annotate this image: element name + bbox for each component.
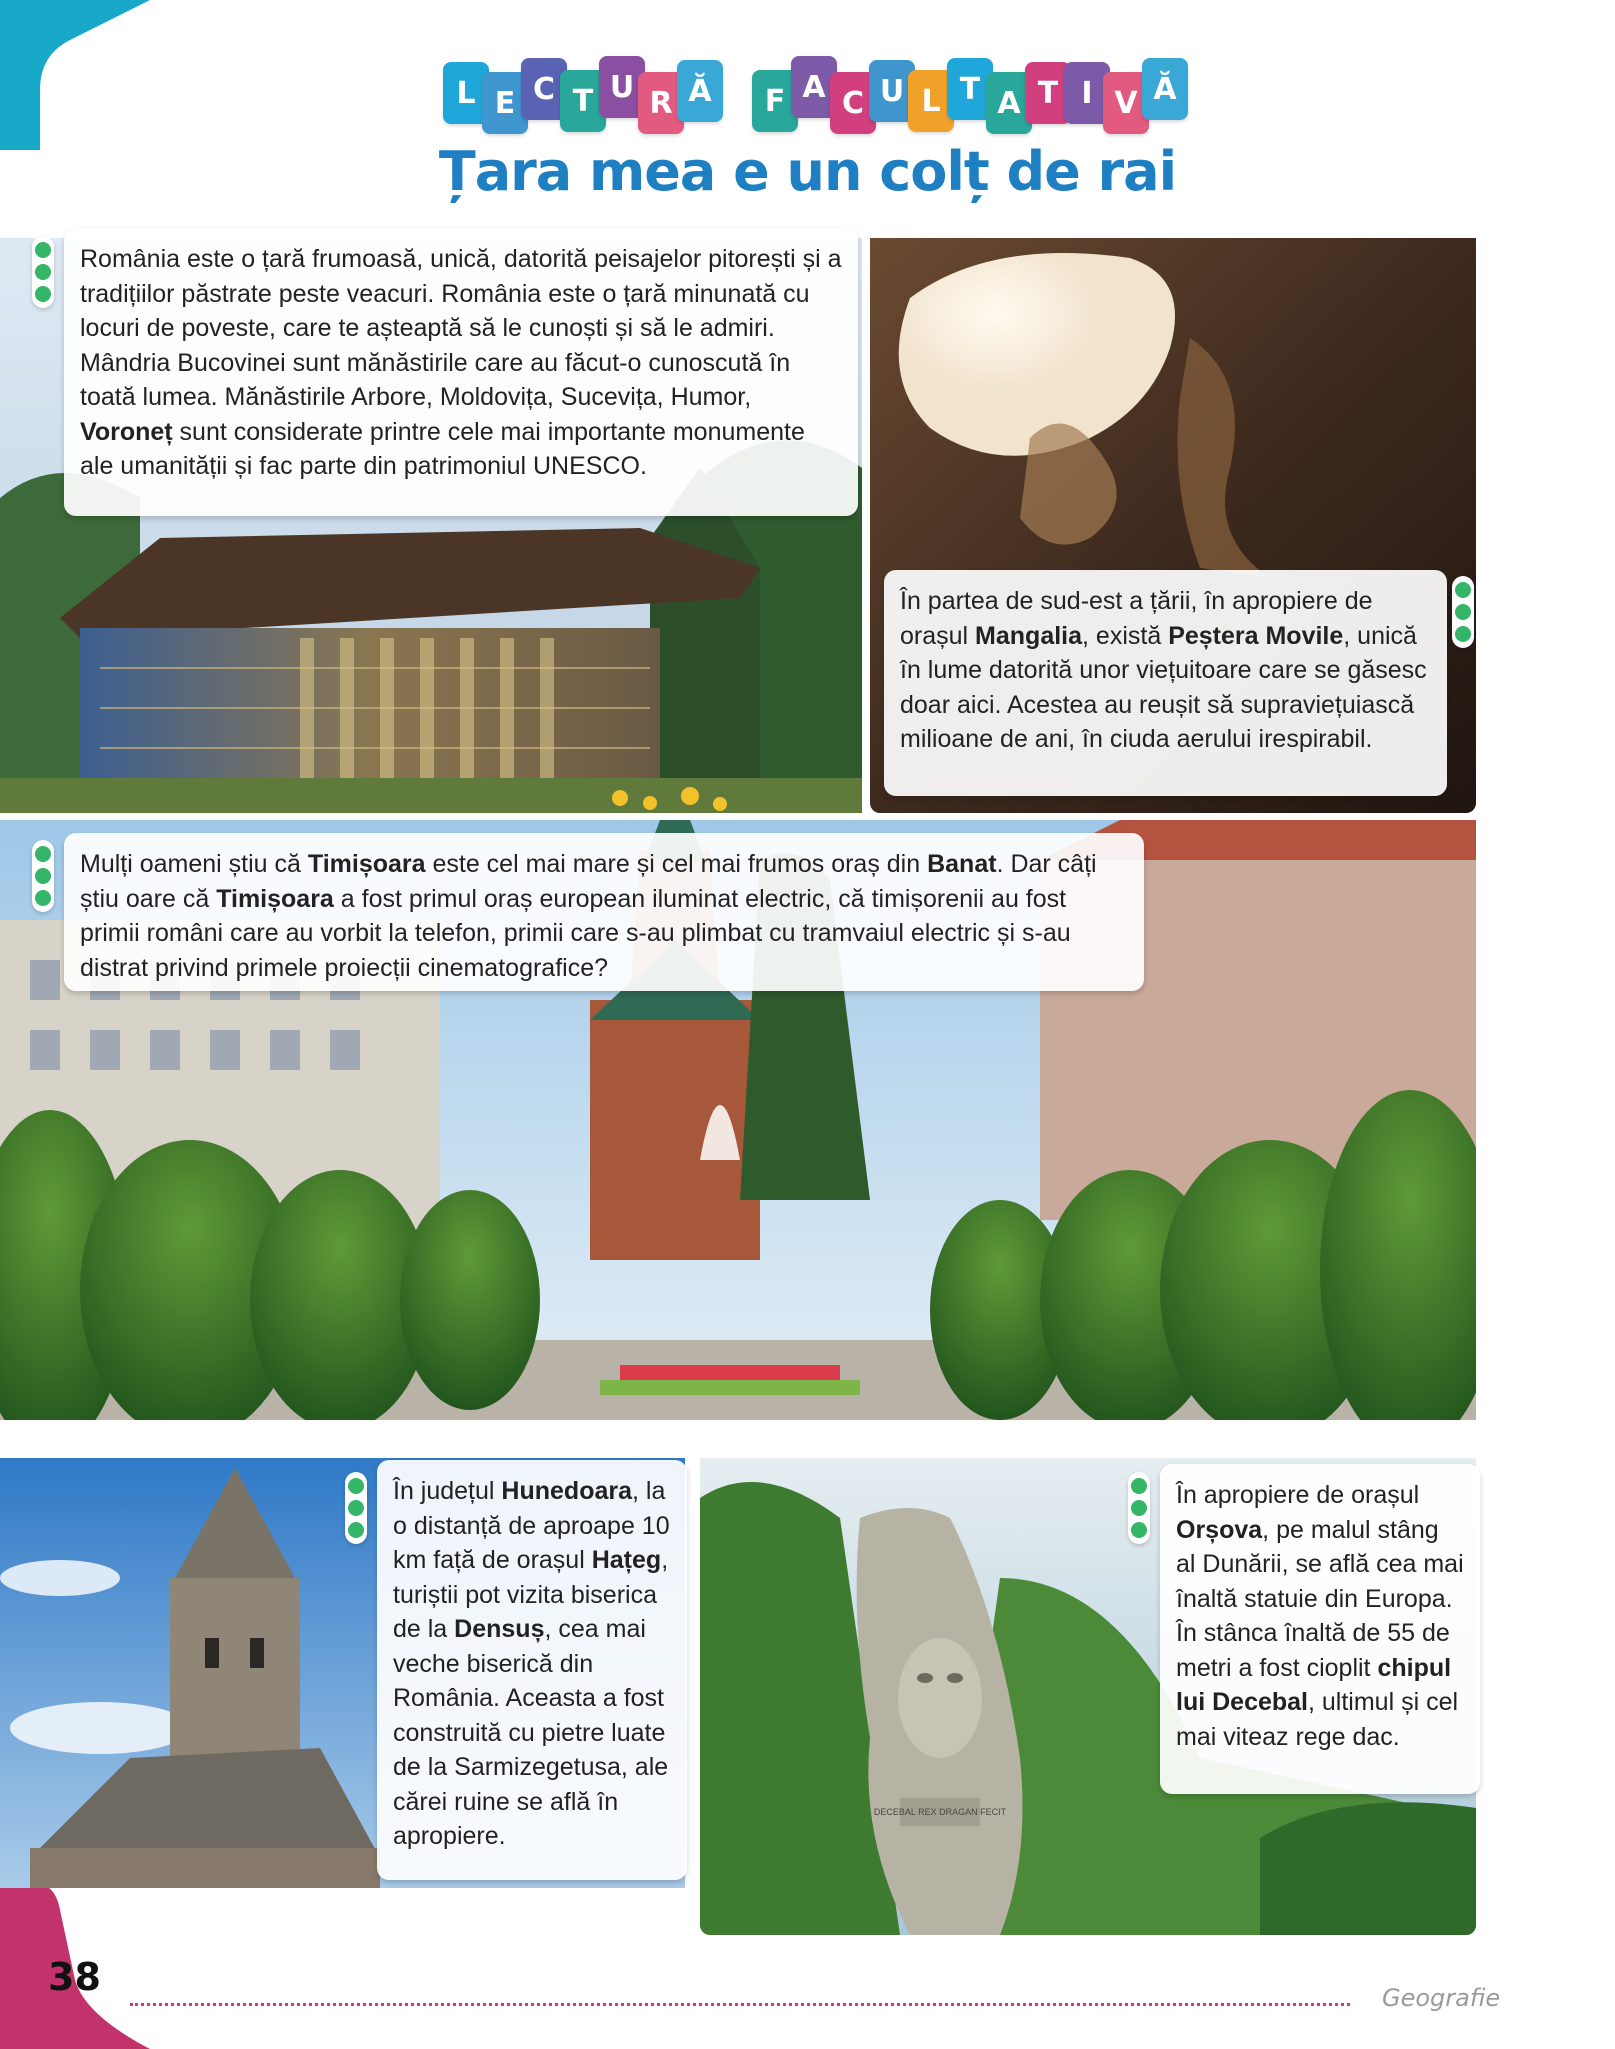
- timisoara-bullet-dots: [32, 840, 54, 912]
- title-letter-tile: Ă: [1142, 58, 1188, 120]
- decebal-plaque-text: DECEBAL REX DRAGAN FECIT: [873, 1807, 1007, 1817]
- decebal-bullet-dots: [1128, 1472, 1150, 1544]
- title-letter-tile: F: [752, 70, 798, 132]
- title-letter-tile: T: [1025, 62, 1071, 124]
- title-letter-tile: C: [521, 58, 567, 120]
- densus-text-box: În județul Hunedoara, la o distanță de aproape 10 km față de orașul Hațeg, turiștii pot vizita biserica de la Densuș, cea mai veche biserică din România. Aceasta a fost construită cu pietre luate de la Sarmizegetusa, ale cărei ruine se află în apropiere.: [377, 1460, 687, 1880]
- title-letter-tile: R: [638, 72, 684, 134]
- bucovina-text-box: [64, 228, 858, 516]
- bucovina-paragraph-1: România este o țară frumoasă, unică, datorită peisajelor pitorești și a tradițiilor păstrate peste veacuri. România este o țară minunată cu locuri de poveste, care te așteaptă să le cunoști și să le admiri.: [80, 245, 842, 342]
- movile-text-box: În partea de sud-est a țării, în apropiere de orașul Mangalia, există Peștera Movile, unică în lume datorită unor viețuitoare care se găsesc doar aici. Acestea au reușit să supraviețuiască milioane de ani, în ciuda aerului irespirabil.: [884, 570, 1447, 796]
- bucovina-bullet-dots: [32, 236, 54, 308]
- title-letter-tile: Ă: [677, 60, 723, 122]
- page-title: Țara mea e un colț de rai: [438, 140, 1177, 203]
- title-letter-tile: A: [791, 56, 837, 118]
- title-letter-tile: U: [869, 60, 915, 122]
- movile-bullet-dots: [1452, 576, 1474, 648]
- title-letter-tile: A: [986, 72, 1032, 134]
- title-letter-tile: I: [1064, 62, 1110, 124]
- title-letter-tile: T: [947, 58, 993, 120]
- title-letter-tile: L: [908, 70, 954, 132]
- title-letter-tile: U: [599, 56, 645, 118]
- title-letter-tile: E: [482, 72, 528, 134]
- footer-divider: [130, 2003, 1350, 2006]
- timisoara-text-box: Mulți oameni știu că Timișoara este cel mai mare și cel mai frumos oraș din Banat. Dar câți știu oare că Timișoara a fost primul oraș european iluminat electric, că timișorenii au fost primii români care au vorbit la telefon, primii care s-au plimbat cu tramvaiul electric și s-au distrat privind primele proiecții cinematografice?: [64, 833, 1144, 991]
- title-letter-tile: V: [1103, 72, 1149, 134]
- densus-bullet-dots: [345, 1472, 367, 1544]
- bucovina-paragraph-2: Mândria Bucovinei sunt mănăstirile care au făcut-o cunoscută în toată lumea. Mănăstirile Arbore, Moldovița, Sucevița, Humor, Voroneț sunt considerate printre cele mai importante monumente ale umanității și fac parte din patrimoniul UNESCO.: [80, 348, 805, 480]
- title-letter-tile: T: [560, 70, 606, 132]
- title-letter-tile: C: [830, 72, 876, 134]
- page-number: 38: [48, 1955, 101, 1999]
- subject-label: Geografie: [1382, 1984, 1501, 2012]
- decebal-text-box: În apropiere de orașul Orșova, pe malul stâng al Dunării, se află cea mai înaltă statuie din Europa. În stânca înaltă de 55 de metri a fost cioplit chipul lui Decebal, ultimul și cel mai viteaz rege dac.: [1160, 1464, 1480, 1794]
- header-letter-tiles: [0, 62, 1615, 142]
- title-letter-tile: L: [443, 62, 489, 124]
